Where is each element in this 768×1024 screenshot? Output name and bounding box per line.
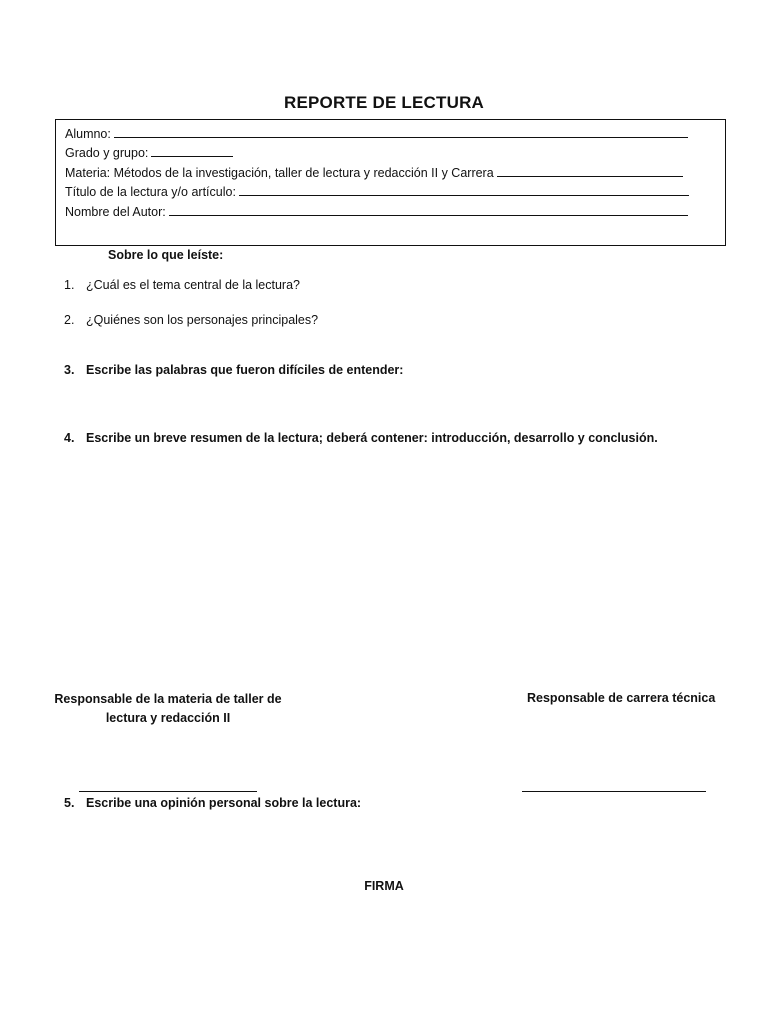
question-number: 3. <box>64 363 75 377</box>
titulo-row <box>65 183 717 202</box>
section-intro: Sobre lo que leíste: <box>108 248 224 262</box>
left-signature-line2: lectura y redacción II <box>105 711 231 725</box>
firma-label: FIRMA <box>364 879 404 893</box>
alumno-label: Alumno: <box>65 127 111 141</box>
question-3 <box>64 363 403 377</box>
question-4 <box>64 431 658 445</box>
left-signature-line[interactable] <box>79 791 257 792</box>
student-info-box <box>55 119 726 246</box>
question-number: 1. <box>64 278 75 292</box>
question-text: ¿Quiénes son los personajes principales? <box>86 313 319 327</box>
question-number: 5. <box>64 796 75 810</box>
question-number: 2. <box>64 313 75 327</box>
question-2 <box>64 313 318 327</box>
grado-row <box>65 144 717 163</box>
question-text: Escribe una opinión personal sobre la lectura: <box>86 796 362 810</box>
right-signature-label: Responsable de carrera técnica <box>527 691 716 705</box>
question-text: ¿Cuál es el tema central de la lectura? <box>86 278 300 292</box>
autor-field[interactable] <box>169 203 688 216</box>
right-signature-line[interactable] <box>522 791 706 792</box>
autor-row <box>65 203 717 222</box>
grado-field[interactable] <box>151 144 233 157</box>
titulo-field[interactable] <box>239 183 689 196</box>
question-1 <box>64 278 300 292</box>
alumno-row <box>65 125 717 144</box>
materia-row <box>65 164 717 183</box>
carrera-field[interactable] <box>497 164 683 177</box>
left-signature-line1: Responsable de la materia de taller de <box>54 692 282 706</box>
question-text: Escribe un breve resumen de la lectura; deberá contener: introducción, desarrollo y conclusión. <box>86 431 658 445</box>
question-number: 4. <box>64 431 75 445</box>
page-title: REPORTE DE LECTURA <box>283 93 485 112</box>
question-5 <box>64 796 361 810</box>
materia-label: Materia: Métodos de la investigación, taller de lectura y redacción II y Carrera <box>65 165 494 180</box>
titulo-label: Título de la lectura y/o artículo: <box>65 185 236 200</box>
question-text: Escribe las palabras que fueron difíciles de entender: <box>86 363 404 377</box>
autor-label: Nombre del Autor: <box>65 204 166 219</box>
left-signature-label <box>38 690 298 728</box>
grado-label: Grado y grupo: <box>65 146 149 161</box>
alumno-field[interactable] <box>114 125 688 138</box>
